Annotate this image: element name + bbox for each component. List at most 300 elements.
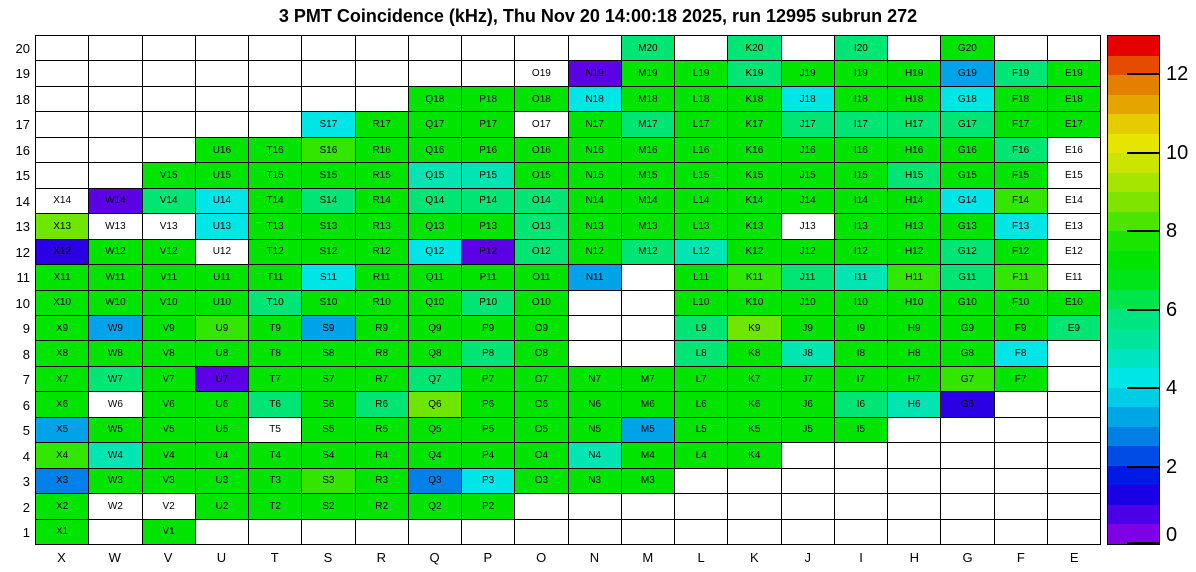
heatmap-cell: M4 bbox=[622, 443, 674, 467]
heatmap-cell bbox=[196, 87, 248, 111]
heatmap-cell: U8 bbox=[196, 341, 248, 365]
column-label: H bbox=[909, 550, 919, 565]
colorbar-tick bbox=[1127, 387, 1159, 389]
heatmap-cell: J17 bbox=[782, 112, 834, 136]
heatmap-cell bbox=[1048, 392, 1100, 416]
column-label: E bbox=[1069, 550, 1079, 565]
heatmap-cell: T11 bbox=[249, 265, 301, 289]
heatmap-cell: F15 bbox=[995, 163, 1047, 187]
heatmap-cell bbox=[941, 443, 993, 467]
heatmap-grid bbox=[35, 35, 1101, 545]
heatmap-cell: I16 bbox=[835, 138, 887, 162]
heatmap-cell: M13 bbox=[622, 214, 674, 238]
heatmap-cell: Q7 bbox=[409, 367, 461, 391]
heatmap-cell: S3 bbox=[302, 469, 354, 493]
row-label: 6 bbox=[22, 397, 30, 413]
heatmap-cell: R3 bbox=[356, 469, 408, 493]
heatmap-cell: L16 bbox=[675, 138, 727, 162]
heatmap-cell: F17 bbox=[995, 112, 1047, 136]
heatmap-cell: Q10 bbox=[409, 291, 461, 315]
heatmap-cell: M12 bbox=[622, 240, 674, 264]
heatmap-cell bbox=[675, 36, 727, 60]
heatmap-cell: E14 bbox=[1048, 189, 1100, 213]
heatmap-cell bbox=[1048, 367, 1100, 391]
heatmap-cell: Q11 bbox=[409, 265, 461, 289]
heatmap-cell: Q3 bbox=[409, 469, 461, 493]
heatmap-cell: M6 bbox=[622, 392, 674, 416]
heatmap-cell bbox=[36, 87, 88, 111]
heatmap-cell: W4 bbox=[89, 443, 141, 467]
heatmap-cell: N11 bbox=[569, 265, 621, 289]
column-label: R bbox=[376, 550, 386, 565]
heatmap-cell: J13 bbox=[782, 214, 834, 238]
column-label: S bbox=[323, 550, 333, 565]
heatmap-cell: H9 bbox=[888, 316, 940, 340]
heatmap-cell: V10 bbox=[143, 291, 195, 315]
colorbar-band bbox=[1108, 427, 1159, 447]
heatmap-cell: W10 bbox=[89, 291, 141, 315]
heatmap-cell: U15 bbox=[196, 163, 248, 187]
column-label: T bbox=[270, 550, 279, 565]
heatmap-cell: F16 bbox=[995, 138, 1047, 162]
heatmap-cell: I11 bbox=[835, 265, 887, 289]
heatmap-cell bbox=[196, 36, 248, 60]
heatmap-cell: O18 bbox=[515, 87, 567, 111]
heatmap-cell: O19 bbox=[515, 61, 567, 85]
heatmap-cell: W6 bbox=[89, 392, 141, 416]
heatmap-cell bbox=[409, 61, 461, 85]
row-label: 12 bbox=[15, 244, 30, 260]
heatmap-cell bbox=[143, 138, 195, 162]
heatmap-cell bbox=[569, 341, 621, 365]
heatmap-cell: P11 bbox=[462, 265, 514, 289]
heatmap-cell: R17 bbox=[356, 112, 408, 136]
heatmap-cell: Q6 bbox=[409, 392, 461, 416]
column-label: J bbox=[804, 550, 811, 565]
heatmap-cell bbox=[888, 494, 940, 518]
heatmap-cell: P18 bbox=[462, 87, 514, 111]
column-label: F bbox=[1016, 550, 1025, 565]
heatmap-cell bbox=[356, 520, 408, 544]
heatmap-cell: M17 bbox=[622, 112, 674, 136]
heatmap-cell: E11 bbox=[1048, 265, 1100, 289]
heatmap-cell: J16 bbox=[782, 138, 834, 162]
row-label: 2 bbox=[22, 499, 30, 515]
heatmap-cell bbox=[782, 469, 834, 493]
heatmap-cell: S13 bbox=[302, 214, 354, 238]
heatmap-cell: O3 bbox=[515, 469, 567, 493]
heatmap-cell bbox=[196, 112, 248, 136]
heatmap-cell: Q8 bbox=[409, 341, 461, 365]
chart-title: 3 PMT Coincidence (kHz), Thu Nov 20 14:00:18 2025, run 12995 subrun 272 bbox=[278, 6, 918, 26]
heatmap-cell: S5 bbox=[302, 418, 354, 442]
row-label: 4 bbox=[22, 448, 30, 464]
heatmap-cell: G19 bbox=[941, 61, 993, 85]
heatmap-cell: F14 bbox=[995, 189, 1047, 213]
heatmap-cell: R16 bbox=[356, 138, 408, 162]
heatmap-cell bbox=[941, 469, 993, 493]
colorbar-tick-label: 0 bbox=[1166, 524, 1178, 546]
heatmap-cell bbox=[569, 316, 621, 340]
heatmap-cell bbox=[888, 520, 940, 544]
heatmap-cell: G15 bbox=[941, 163, 993, 187]
heatmap-cell: I8 bbox=[835, 341, 887, 365]
heatmap-cell: K10 bbox=[728, 291, 780, 315]
heatmap-cell: O15 bbox=[515, 163, 567, 187]
heatmap-cell bbox=[941, 418, 993, 442]
heatmap-cell bbox=[196, 61, 248, 85]
heatmap-cell bbox=[143, 36, 195, 60]
heatmap-cell: V13 bbox=[143, 214, 195, 238]
heatmap-cell: J8 bbox=[782, 341, 834, 365]
heatmap-cell: U6 bbox=[196, 392, 248, 416]
heatmap-cell: E10 bbox=[1048, 291, 1100, 315]
heatmap-cell: P3 bbox=[462, 469, 514, 493]
heatmap-cell: M18 bbox=[622, 87, 674, 111]
row-label: 20 bbox=[15, 40, 30, 56]
heatmap-cell: U7 bbox=[196, 367, 248, 391]
heatmap-cell: S12 bbox=[302, 240, 354, 264]
heatmap-cell: N7 bbox=[569, 367, 621, 391]
heatmap-cell: P5 bbox=[462, 418, 514, 442]
heatmap-cell: H14 bbox=[888, 189, 940, 213]
row-label: 3 bbox=[22, 474, 30, 490]
heatmap-cell: X14 bbox=[36, 189, 88, 213]
heatmap-cell: W5 bbox=[89, 418, 141, 442]
heatmap-cell bbox=[143, 112, 195, 136]
heatmap-cell: G11 bbox=[941, 265, 993, 289]
heatmap-cell: R8 bbox=[356, 341, 408, 365]
heatmap-cell: M15 bbox=[622, 163, 674, 187]
heatmap-cell: R10 bbox=[356, 291, 408, 315]
heatmap-cell: U5 bbox=[196, 418, 248, 442]
column-label: I bbox=[859, 550, 863, 565]
heatmap-cell: O5 bbox=[515, 418, 567, 442]
heatmap-cell: L13 bbox=[675, 214, 727, 238]
colorbar-band bbox=[1108, 407, 1159, 427]
heatmap-cell bbox=[1048, 443, 1100, 467]
heatmap-cell: P4 bbox=[462, 443, 514, 467]
column-label: W bbox=[108, 550, 121, 565]
heatmap-cell: I14 bbox=[835, 189, 887, 213]
heatmap-cell: X9 bbox=[36, 316, 88, 340]
heatmap-cell: V15 bbox=[143, 163, 195, 187]
heatmap-cell bbox=[675, 520, 727, 544]
heatmap-cell: N17 bbox=[569, 112, 621, 136]
heatmap-cell bbox=[622, 494, 674, 518]
heatmap-cell bbox=[356, 87, 408, 111]
colorbar-band bbox=[1108, 466, 1159, 486]
heatmap-cell bbox=[143, 87, 195, 111]
colorbar-band bbox=[1108, 270, 1159, 290]
heatmap-cell: S2 bbox=[302, 494, 354, 518]
heatmap-cell bbox=[622, 316, 674, 340]
heatmap-cell bbox=[1048, 469, 1100, 493]
heatmap-cell: G16 bbox=[941, 138, 993, 162]
heatmap-cell bbox=[89, 87, 141, 111]
heatmap-cell: H17 bbox=[888, 112, 940, 136]
heatmap-cell: J10 bbox=[782, 291, 834, 315]
heatmap-cell: X8 bbox=[36, 341, 88, 365]
heatmap-cell bbox=[409, 520, 461, 544]
heatmap-cell bbox=[462, 61, 514, 85]
row-label: 7 bbox=[22, 372, 30, 388]
heatmap-cell bbox=[356, 36, 408, 60]
heatmap-cell: H19 bbox=[888, 61, 940, 85]
heatmap-cell: I17 bbox=[835, 112, 887, 136]
heatmap-cell: I18 bbox=[835, 87, 887, 111]
heatmap-cell bbox=[36, 163, 88, 187]
heatmap-cell: E13 bbox=[1048, 214, 1100, 238]
row-label: 19 bbox=[15, 66, 30, 82]
heatmap-cell: W14 bbox=[89, 189, 141, 213]
heatmap-cell: I19 bbox=[835, 61, 887, 85]
heatmap-cell bbox=[782, 443, 834, 467]
heatmap-cell: S16 bbox=[302, 138, 354, 162]
heatmap-cell: Q9 bbox=[409, 316, 461, 340]
heatmap-cell: J9 bbox=[782, 316, 834, 340]
heatmap-cell: Q2 bbox=[409, 494, 461, 518]
heatmap-cell bbox=[409, 36, 461, 60]
colorbar-tick bbox=[1127, 309, 1159, 311]
colorbar-band bbox=[1108, 95, 1159, 115]
heatmap-cell: V7 bbox=[143, 367, 195, 391]
heatmap-cell: V6 bbox=[143, 392, 195, 416]
heatmap-cell: L14 bbox=[675, 189, 727, 213]
colorbar-band bbox=[1108, 368, 1159, 388]
heatmap-cell: E15 bbox=[1048, 163, 1100, 187]
heatmap-cell: V5 bbox=[143, 418, 195, 442]
heatmap-cell: J5 bbox=[782, 418, 834, 442]
column-label: V bbox=[163, 550, 173, 565]
colorbar-tick-label: 12 bbox=[1166, 63, 1189, 86]
heatmap-cell: P17 bbox=[462, 112, 514, 136]
heatmap-cell: Q17 bbox=[409, 112, 461, 136]
heatmap-cell bbox=[622, 265, 674, 289]
heatmap-cell: I5 bbox=[835, 418, 887, 442]
heatmap-cell: N6 bbox=[569, 392, 621, 416]
heatmap-cell bbox=[302, 61, 354, 85]
heatmap-cell: G7 bbox=[941, 367, 993, 391]
colorbar-band bbox=[1108, 485, 1159, 505]
heatmap-cell: K19 bbox=[728, 61, 780, 85]
colorbar-tick bbox=[1127, 230, 1159, 232]
row-label: 15 bbox=[15, 168, 30, 184]
column-label: O bbox=[536, 550, 547, 565]
heatmap-cell: L15 bbox=[675, 163, 727, 187]
heatmap-cell: J7 bbox=[782, 367, 834, 391]
heatmap-cell: P8 bbox=[462, 341, 514, 365]
heatmap-cell: S4 bbox=[302, 443, 354, 467]
heatmap-cell bbox=[196, 520, 248, 544]
heatmap-cell: X11 bbox=[36, 265, 88, 289]
heatmap-cell: F8 bbox=[995, 341, 1047, 365]
heatmap-cell: W13 bbox=[89, 214, 141, 238]
heatmap-cell bbox=[675, 494, 727, 518]
colorbar-band bbox=[1108, 173, 1159, 193]
heatmap-cell bbox=[995, 392, 1047, 416]
row-label: 5 bbox=[22, 423, 30, 439]
heatmap-cell: F18 bbox=[995, 87, 1047, 111]
heatmap-cell: L8 bbox=[675, 341, 727, 365]
heatmap-cell: G6 bbox=[941, 392, 993, 416]
heatmap-cell: O17 bbox=[515, 112, 567, 136]
colorbar-band bbox=[1108, 251, 1159, 271]
column-label: L bbox=[697, 550, 705, 565]
heatmap-cell: H15 bbox=[888, 163, 940, 187]
heatmap-cell: X12 bbox=[36, 240, 88, 264]
colorbar-band bbox=[1108, 505, 1159, 525]
row-label: 14 bbox=[15, 193, 30, 209]
heatmap-cell: S14 bbox=[302, 189, 354, 213]
heatmap-cell: Q16 bbox=[409, 138, 461, 162]
heatmap-cell: N12 bbox=[569, 240, 621, 264]
heatmap-cell: X3 bbox=[36, 469, 88, 493]
heatmap-cell bbox=[36, 61, 88, 85]
heatmap-cell bbox=[995, 36, 1047, 60]
heatmap-cell: I20 bbox=[835, 36, 887, 60]
heatmap-cell: T3 bbox=[249, 469, 301, 493]
heatmap-cell bbox=[835, 469, 887, 493]
heatmap-cell: K15 bbox=[728, 163, 780, 187]
heatmap-cell bbox=[143, 61, 195, 85]
heatmap-cell bbox=[569, 494, 621, 518]
heatmap-cell: G9 bbox=[941, 316, 993, 340]
heatmap-cell: I7 bbox=[835, 367, 887, 391]
heatmap-cell: G10 bbox=[941, 291, 993, 315]
heatmap-cell: H6 bbox=[888, 392, 940, 416]
heatmap-cell bbox=[569, 520, 621, 544]
heatmap-cell bbox=[995, 494, 1047, 518]
heatmap-cell: M16 bbox=[622, 138, 674, 162]
heatmap-cell: K5 bbox=[728, 418, 780, 442]
heatmap-cell: N5 bbox=[569, 418, 621, 442]
heatmap-cell bbox=[782, 494, 834, 518]
heatmap-cell bbox=[1048, 494, 1100, 518]
heatmap-cell: X13 bbox=[36, 214, 88, 238]
heatmap-cell: H16 bbox=[888, 138, 940, 162]
heatmap-cell: J11 bbox=[782, 265, 834, 289]
colorbar-band bbox=[1108, 192, 1159, 212]
heatmap-cell: G14 bbox=[941, 189, 993, 213]
heatmap-cell: I13 bbox=[835, 214, 887, 238]
heatmap-cell: K11 bbox=[728, 265, 780, 289]
colorbar-tick-label: 10 bbox=[1166, 141, 1189, 164]
heatmap-cell: W9 bbox=[89, 316, 141, 340]
row-label: 8 bbox=[22, 346, 30, 362]
heatmap-cell: N18 bbox=[569, 87, 621, 111]
heatmap-cell: K9 bbox=[728, 316, 780, 340]
heatmap-cell: L12 bbox=[675, 240, 727, 264]
heatmap-cell: V8 bbox=[143, 341, 195, 365]
heatmap-cell bbox=[249, 61, 301, 85]
heatmap-cell: W3 bbox=[89, 469, 141, 493]
heatmap-cell: E12 bbox=[1048, 240, 1100, 264]
heatmap-cell bbox=[36, 36, 88, 60]
heatmap-cell bbox=[888, 443, 940, 467]
heatmap-cell bbox=[675, 469, 727, 493]
heatmap-cell: P9 bbox=[462, 316, 514, 340]
heatmap-cell bbox=[888, 418, 940, 442]
heatmap-cell: L19 bbox=[675, 61, 727, 85]
heatmap-cell: W2 bbox=[89, 494, 141, 518]
column-label: P bbox=[483, 550, 493, 565]
heatmap-cell: P2 bbox=[462, 494, 514, 518]
heatmap-cell bbox=[1048, 341, 1100, 365]
heatmap-cell: X4 bbox=[36, 443, 88, 467]
heatmap-cell: J18 bbox=[782, 87, 834, 111]
heatmap-cell: N13 bbox=[569, 214, 621, 238]
heatmap-cell: G13 bbox=[941, 214, 993, 238]
heatmap-cell bbox=[462, 36, 514, 60]
colorbar-tick bbox=[1127, 73, 1159, 75]
heatmap-cell: U11 bbox=[196, 265, 248, 289]
heatmap-cell: E16 bbox=[1048, 138, 1100, 162]
heatmap-cell: F19 bbox=[995, 61, 1047, 85]
heatmap-cell: P14 bbox=[462, 189, 514, 213]
heatmap-cell: U4 bbox=[196, 443, 248, 467]
heatmap-cell: S6 bbox=[302, 392, 354, 416]
heatmap-cell bbox=[622, 291, 674, 315]
heatmap-cell bbox=[89, 163, 141, 187]
heatmap-cell bbox=[622, 520, 674, 544]
heatmap-cell bbox=[569, 291, 621, 315]
heatmap-cell bbox=[995, 418, 1047, 442]
heatmap-cell: V9 bbox=[143, 316, 195, 340]
heatmap-cell: X5 bbox=[36, 418, 88, 442]
colorbar-band bbox=[1108, 309, 1159, 329]
heatmap-cell: G8 bbox=[941, 341, 993, 365]
heatmap-cell bbox=[782, 36, 834, 60]
heatmap-cell: S17 bbox=[302, 112, 354, 136]
heatmap-cell: P16 bbox=[462, 138, 514, 162]
heatmap-cell: T12 bbox=[249, 240, 301, 264]
colorbar-tick-label: 8 bbox=[1166, 220, 1178, 243]
column-label: M bbox=[642, 550, 654, 565]
row-label: 17 bbox=[15, 117, 30, 133]
heatmap-cell: M20 bbox=[622, 36, 674, 60]
heatmap-cell: L7 bbox=[675, 367, 727, 391]
heatmap-cell bbox=[835, 520, 887, 544]
heatmap-cell: Q4 bbox=[409, 443, 461, 467]
row-label: 9 bbox=[22, 321, 30, 337]
heatmap-cell bbox=[941, 520, 993, 544]
heatmap-cell bbox=[569, 36, 621, 60]
heatmap-cell: U10 bbox=[196, 291, 248, 315]
heatmap-cell: Q12 bbox=[409, 240, 461, 264]
row-label: 10 bbox=[15, 295, 30, 311]
heatmap-cell: W12 bbox=[89, 240, 141, 264]
heatmap-cell: E18 bbox=[1048, 87, 1100, 111]
colorbar-band bbox=[1108, 212, 1159, 232]
heatmap-cell: P13 bbox=[462, 214, 514, 238]
heatmap-cell: Q13 bbox=[409, 214, 461, 238]
heatmap-cell: L10 bbox=[675, 291, 727, 315]
heatmap-cell bbox=[995, 469, 1047, 493]
colorbar-band bbox=[1108, 114, 1159, 134]
heatmap-cell: K6 bbox=[728, 392, 780, 416]
heatmap-cell: F9 bbox=[995, 316, 1047, 340]
heatmap-cell: K16 bbox=[728, 138, 780, 162]
heatmap-cell: J14 bbox=[782, 189, 834, 213]
heatmap-cell bbox=[462, 520, 514, 544]
heatmap-cell: T9 bbox=[249, 316, 301, 340]
heatmap-cell: R13 bbox=[356, 214, 408, 238]
colorbar-tick bbox=[1127, 466, 1159, 468]
heatmap-cell: I12 bbox=[835, 240, 887, 264]
heatmap-cell: T6 bbox=[249, 392, 301, 416]
row-label: 11 bbox=[16, 270, 30, 286]
